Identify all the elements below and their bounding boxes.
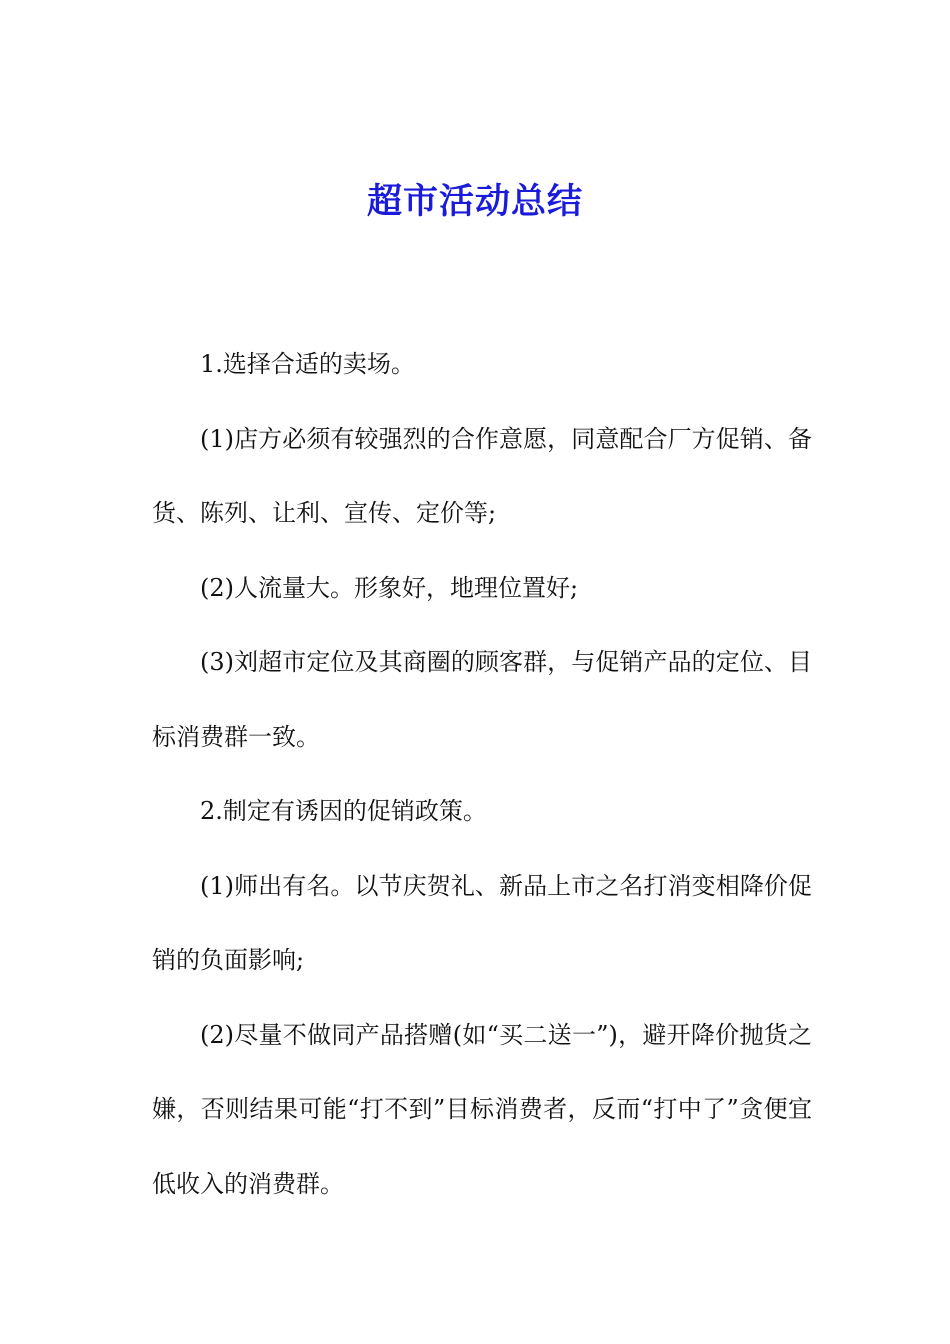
document-body xyxy=(152,327,812,1221)
paragraph-item-1-2: (2)人流量大。形象好，地理位置好; xyxy=(200,573,579,602)
paragraph-item-2-1: (1)师出有名。以节庆贺礼、新品上市之名打消变相降价促销的负面影响; xyxy=(152,871,812,974)
paragraph-item-2-2: (2)尽量不做同产品搭赠(如“买二送一”)，避开降价抛货之嫌，否则结果可能“打不到”目标消费者，反而“打中了”贪便宜低收入的消费群。 xyxy=(152,1020,812,1198)
paragraph-item-1-3: (3)刘超市定位及其商圈的顾客群，与促销产品的定位、目标消费群一致。 xyxy=(152,648,812,751)
paragraph-section-1-heading: 1.选择合适的卖场。 xyxy=(200,350,415,378)
paragraph-section-2-heading: 2.制定有诱因的促销政策。 xyxy=(200,797,487,825)
paragraph-item-1-1: (1)店方必须有较强烈的合作意愿，同意配合厂方促销、备货、陈列、让利、宣传、定价等; xyxy=(152,424,812,527)
document-title: 超市活动总结 xyxy=(366,182,583,222)
